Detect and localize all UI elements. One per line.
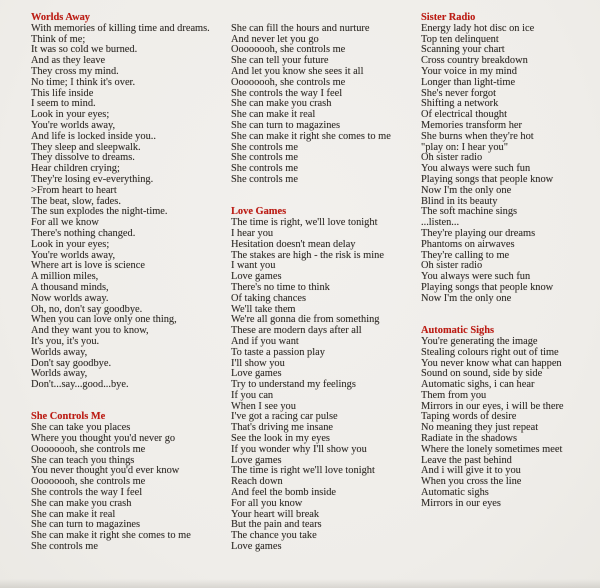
- lyric-line: She controls me: [231, 173, 298, 185]
- lyric-line: You're generating the image: [421, 335, 538, 347]
- lyric-line: I've got a racing car pulse: [231, 411, 338, 423]
- lyric-line: Try to understand my feelings: [231, 379, 356, 391]
- lyric-line: Of electrical thought: [421, 109, 507, 121]
- lyric-line: Top ten delinquent: [421, 33, 499, 45]
- lyric-line: She can turn to magazines: [31, 519, 141, 531]
- lyric-line: Love games: [231, 541, 282, 553]
- lyric-line: She can make you crash: [31, 497, 132, 509]
- lyric-line: That's driving me insane: [231, 422, 334, 434]
- lyric-line: Worlds away,: [31, 346, 88, 358]
- lyric-line: She controls me: [231, 163, 298, 175]
- lyric-line: And as they leave: [31, 55, 106, 67]
- lyric-line: They're playing our dreams: [421, 227, 536, 239]
- lyric-line: This life inside: [31, 87, 94, 99]
- lyric-line: Look in your eyes;: [31, 238, 110, 250]
- lyric-line: It's you, it's you.: [31, 335, 100, 347]
- lyric-line: If you wonder why I'll show you: [231, 443, 367, 455]
- lyric-line: Sound on sound, side by side: [421, 368, 543, 380]
- lyric-line: Reach down: [231, 476, 283, 488]
- lyric-line: She can make it real: [31, 508, 116, 520]
- lyric-line: For all we know: [31, 217, 99, 229]
- lyric-line: Energy lady hot disc on ice: [421, 22, 535, 34]
- lyric-line: Don't say goodbye.: [31, 357, 112, 369]
- lyric-line: And never let you go: [231, 33, 319, 45]
- lyric-line: Shifting a network: [421, 98, 499, 110]
- song-block: [31, 412, 231, 552]
- lyric-line: Oh sister radio: [421, 152, 483, 164]
- lyric-line: To taste a passion play: [231, 346, 325, 358]
- song-title: Worlds Away: [31, 12, 90, 23]
- lyric-line: They cross my mind.: [31, 65, 119, 77]
- song-title: Automatic Sighs: [421, 325, 495, 337]
- lyric-line: Cross country breakdown: [421, 55, 528, 67]
- lyric-line: You're worlds away,: [31, 119, 116, 131]
- lyric-line: Of taking chances: [231, 292, 307, 304]
- lyric-line: There's no time to think: [231, 281, 330, 293]
- lyric-line: Phantoms on airwaves: [421, 238, 515, 250]
- lyric-line: A million miles,: [31, 271, 99, 283]
- lyric-line: Blind in its beauty: [421, 195, 498, 207]
- lyric-line: I hear you: [231, 227, 274, 239]
- lyric-line: Mirrors in our eyes, i will be there: [421, 400, 564, 412]
- lyric-line: And let you know she sees it all: [231, 65, 364, 77]
- lyric-line: She burns when they're hot: [421, 130, 534, 142]
- song-block: [231, 207, 431, 553]
- lyric-line: Think of me;: [31, 33, 86, 45]
- lyric-line: She controls me: [231, 141, 298, 153]
- lyric-line: She controls me: [231, 152, 298, 164]
- lyric-line: She can take you places: [31, 422, 131, 434]
- lyric-line: Where the lonely sometimes meet: [421, 443, 563, 455]
- lyric-line: No meaning they just repeat: [421, 422, 539, 434]
- lyric-line: She can fill the hours and nurture: [231, 22, 370, 34]
- lyric-line: Love games: [231, 454, 282, 466]
- lyric-line: When you cross the line: [421, 476, 522, 488]
- lyric-line: She can make it real: [231, 109, 316, 121]
- lyric-line: Now I'm the only one: [421, 292, 512, 304]
- lyric-line: Hear children crying;: [31, 163, 120, 175]
- lyric-line: The time is right, we'll love tonight: [231, 217, 378, 229]
- lyric-line: You're worlds away,: [31, 249, 116, 261]
- lyric-line: The time is right we'll love tonight: [231, 465, 375, 477]
- lyric-line: I want you: [231, 260, 276, 272]
- lyric-line: Your voice in my mind: [421, 65, 517, 77]
- lyric-line: "play on: I hear you": [421, 141, 508, 153]
- song-title: She Controls Me: [31, 411, 106, 423]
- song-block: [231, 24, 431, 186]
- lyric-line: You never thought you'd ever know: [31, 465, 180, 477]
- lyric-line: The sun explodes the night-time.: [31, 206, 168, 218]
- lyric-line: We'll take them: [231, 303, 296, 315]
- lyric-line: I seem to mind.: [31, 98, 96, 110]
- lyric-line: You always were such fun: [421, 271, 531, 283]
- lyric-line: Stealing colours right out of time: [421, 346, 559, 358]
- lyric-line: You never know what can happen: [421, 357, 562, 369]
- lyric-line: The soft machine sings: [421, 206, 518, 218]
- lyric-line: She's never forgot: [421, 87, 496, 99]
- lyric-line: She can make it right she comes to me: [31, 530, 191, 542]
- lyric-line: She can make it right she comes to me: [231, 130, 391, 142]
- lyric-line: And they want you to know,: [31, 325, 149, 337]
- lyric-line: The stakes are high - the risk is mine: [231, 249, 384, 261]
- lyric-line: When you can love only one thing,: [31, 314, 177, 326]
- lyric-line: She can teach you things: [31, 454, 135, 466]
- lyric-line: We're all gonna die from something: [231, 314, 380, 326]
- lyric-line: And life is locked inside you..: [31, 130, 156, 142]
- lyric-line: Memories transform her: [421, 119, 522, 131]
- lyric-line: With memories of killing time and dreams.: [31, 22, 210, 34]
- lyric-line: The beat, slow, fades.: [31, 195, 121, 207]
- lyric-line: Oooooooh, she controls me: [231, 44, 346, 56]
- lyric-line: Oooooooh, she controls me: [31, 476, 146, 488]
- lyric-line: They sleep and sleepwalk.: [31, 141, 141, 153]
- lyric-line: For all you know: [231, 497, 303, 509]
- lyric-line: Oooooooh, she controls me: [31, 443, 146, 455]
- lyric-line: They're losing ev-everything.: [31, 173, 154, 185]
- lyric-line: You always were such fun: [421, 163, 531, 175]
- lyric-line: They dissolve to dreams.: [31, 152, 135, 164]
- lyric-line: Mirrors in our eyes: [421, 497, 501, 509]
- lyric-line: Oooooooh, she controls me: [231, 76, 346, 88]
- lyric-line: Leave the past behind: [421, 454, 512, 466]
- lyric-line: Automatic sighs: [421, 487, 489, 499]
- lyric-line: Oh sister radio: [421, 260, 483, 272]
- lyric-line: I'll show you: [231, 357, 285, 369]
- lyric-line: Playing songs that people know: [421, 173, 554, 185]
- song-title: Sister Radio: [421, 12, 476, 23]
- lyric-line: These are modern days after all: [231, 325, 362, 337]
- lyric-line: See the look in my eyes: [231, 433, 330, 445]
- lyric-line: Love games: [231, 368, 282, 380]
- song-block: [421, 13, 600, 305]
- song-block: [31, 13, 231, 391]
- lyric-line: She can turn to magazines: [231, 119, 341, 131]
- lyric-line: Taping words of desire: [421, 411, 517, 423]
- lyric-line: Now worlds away.: [31, 292, 109, 304]
- song-block: [421, 326, 600, 510]
- lyric-line: There's nothing changed.: [31, 227, 136, 239]
- lyric-line: And if you want: [231, 335, 299, 347]
- lyric-line: Them from you: [421, 389, 487, 401]
- lyric-line: >From heart to heart: [31, 184, 117, 196]
- lyric-line: Look in your eyes;: [31, 109, 110, 121]
- lyric-line: Playing songs that people know: [421, 281, 554, 293]
- lyric-line: Radiate in the shadows: [421, 433, 518, 445]
- lyric-line: It was so cold we burned.: [31, 44, 138, 56]
- lyric-line: She controls the way I feel: [31, 487, 143, 499]
- song-title: Love Games: [231, 206, 287, 218]
- lyric-line: She controls me: [31, 541, 98, 553]
- lyric-line: A thousand minds,: [31, 281, 109, 293]
- lyric-line: And i will give it to you: [421, 465, 521, 477]
- lyric-line: Where art is love is science: [31, 260, 145, 272]
- lyric-line: Scanning your chart: [421, 44, 505, 56]
- lyric-line: Longer than light-time: [421, 76, 516, 88]
- lyric-line: Your heart will break: [231, 508, 320, 520]
- lyric-line: They're calling to me: [421, 249, 510, 261]
- lyric-line: But the pain and tears: [231, 519, 322, 531]
- lyric-line: Automatic sighs, i can hear: [421, 379, 535, 391]
- lyric-line: Love games: [231, 271, 282, 283]
- lyric-line: If you can: [231, 389, 274, 401]
- lyric-line: And feel the bomb inside: [231, 487, 337, 499]
- lyrics-column-3: [421, 13, 600, 510]
- lyric-line: When I see you: [231, 400, 296, 412]
- lyric-line: Hesitation doesn't mean delay: [231, 238, 356, 250]
- lyrics-column-2: [231, 13, 431, 553]
- lyric-line: The chance you take: [231, 530, 317, 542]
- lyric-line: No time; I think it's over.: [31, 76, 136, 88]
- lyric-line: Worlds away,: [31, 368, 88, 380]
- lyric-line: Where you thought you'd never go: [31, 433, 176, 445]
- lyric-line: Oh, no, don't say goodbye.: [31, 303, 143, 315]
- lyric-line: She can tell your future: [231, 55, 329, 67]
- lyric-line: ...listen...: [421, 217, 460, 229]
- lyric-line: She controls the way I feel: [231, 87, 343, 99]
- lyric-line: Don't...say...good...bye.: [31, 379, 129, 391]
- lyric-line: Now I'm the only one: [421, 184, 512, 196]
- lyrics-column-1: [31, 13, 231, 553]
- lyric-line: She can make you crash: [231, 98, 332, 110]
